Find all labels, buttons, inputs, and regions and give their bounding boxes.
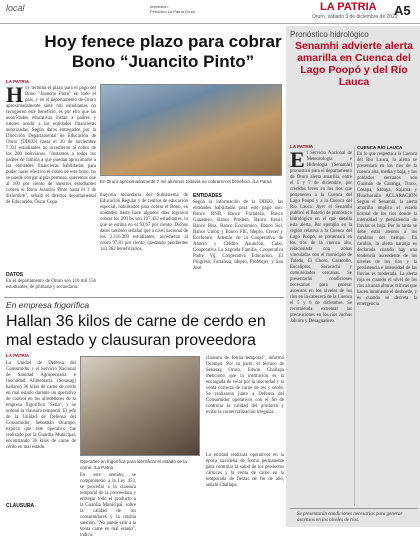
article1-col1	[6, 82, 96, 271]
sidebar-col2: En lo que respecta a la Cuenca del Río Lauca, la alerta se presentará en los ríos de la cuenca alta, media y baja, y los poblados cercanos son Guzmán de Caranga, Turco, Cosapa, Sabaya, Sajama y Huachacalla. ACLARACIÓN Según el Senamhi, la alerta amarilla implica el estado normal de los ríos donde la intensidad y persistencia de lluvias es baja. Por lo tanto se debe estar atentos a los cambios del tiempo. En cambio, la alerta naranja es declarada cuando hay una tendencia ascendente de los niveles de los ríos y la persistencia e intensidad de las lluvias es moderada. La alerta roja es cuando el nivel de los ríos alcanza alturas críticas que hacen inminente el desborde, y es cuando se decreta la emergencia.	[357, 152, 417, 307]
article1-subhead-entidades: ENTIDADES	[193, 193, 222, 199]
section-label: local	[6, 3, 25, 13]
article1-caption-source: /La Patria	[252, 179, 272, 184]
article1-subhead-datos: DATOS	[6, 272, 24, 278]
article2-headline: Hallan 36 kilos de carne de cerdo en mal estado y clausuran proveedora	[6, 313, 266, 349]
print-info-line1: Impresión:	[150, 4, 169, 9]
article2-byline: LA PATRIA	[6, 353, 30, 358]
article1-col1b: En el departamento de Oruro son 110 mil 156 estudiantes, de primaria y secundaria.	[6, 279, 96, 290]
article1-col3: Según la información de la DDEO, las entidades habilitadas para este pago son: Banco BNB, Banco Fortaleza, Banco Ganadero, Banco Prodem, Banco Fassil, Banco Bisa, Banco Económico, Banco Sol, Banco Unión y Banco FIE, Idepro, Crecer y Ecofuturo. Además de la Cooperativa de Ahorro y Crédito Asunción, Cabo, Cooperativa La Sagrada Familia, Cooperativa Padre Vij, Cooperativa Educación, El Progreso, Fortaleza, Idepro, ProMujer, y San José.	[193, 200, 283, 271]
article1-byline: LA PATRIA	[6, 79, 30, 84]
article2-kicker: En empresa frigorífica	[6, 300, 90, 310]
dateline: Oruro, sábado 3 de diciembre de 2022	[312, 14, 398, 20]
sidebar-byline: LA PATRIA	[290, 144, 314, 149]
article1-dropcap: H	[6, 82, 24, 107]
article1-photo-caption	[100, 179, 282, 185]
sidebar-kicker: Pronóstico hidrológico	[290, 30, 369, 39]
sidebar-footer-rule	[290, 508, 418, 509]
article1-col1-text: oy termina el plazo para el pago del Bono "Juancito Pinto" en todo el país, y en el departamento de Oruro aproximadamente siete mil estudiantes no recogieron este beneficio, es por ello que las autoridades educativas instan a padres y tutores acudir a las entidades financieras autorizadas. Según datos entregados por la Dirección Departamental de Educación de Oruro (DDEO) hasta el 30 de noviembre 7.331 estudiantes no accedieron al cobro de los 200 bolivianos. "Instamos a todos los padres de familia a que puedan aproximarse a las entidades financieras habilitadas para poder hacer efectivo el cobro de este bono, no se puede otorgar algún permiso, queremos que al 100 por ciento de nuestros estudiantes cobren el Bono Juancito Pinto hasta el 3 de diciembre", señaló el director departamental de Educación, Óscar Copa.	[6, 86, 96, 205]
header-divider	[0, 23, 420, 24]
article1-col2: mayoría secundaria del Subsistema de Educación Regular y de centros de educación especial, habilitados para cobrar el Bono, en unidades hasta hace algunos días lograron cobrar los 200 bs son 107.432 estudiantes, lo que se estima en el 93,67 por ciento. Dichos datos también señalan que a nivel nacional de los 2.316.369 estudiantes, accedieron al cobro 97,81 por ciento, quedando pendientes 143.362 beneficiarios.	[100, 193, 188, 252]
masthead-logo: LA PATRIA	[320, 1, 377, 13]
sidebar-headline: Senamhi advierte alerta amarilla en Cuenca del Lago Poopó y del Río Lauca	[295, 40, 413, 88]
article2-col4: La entidad realizará operativos en la época navideña de forma permanente para controlar la salud de los productos cárnicos y la venta de carne en la temporada de fiestas de fin de año, señaló Challapa.	[206, 453, 284, 488]
print-info-line2: Periódico La Patria Oruro	[150, 9, 196, 14]
sidebar-footer-note: Se presentarán condiciones necesarias para generar ascensos en los niveles de ríos.	[297, 512, 403, 523]
article1-caption-text: En Oruro aproximadamente 7 mil alumnos todavía no cobraron el beneficio.	[100, 179, 252, 184]
article2-photo	[80, 356, 200, 456]
article1-headline: Hoy fenece plazo para cobrar Bono “Juancito Pinto”	[44, 32, 282, 71]
sidebar-column-divider	[354, 146, 355, 506]
sidebar-col1-text: l Servicio Nacional de Meteorología e Hidrología (Senamhi) pronosticó para el departamento de Oruro alerta amarilla, entre el 5 y 7 de diciembre, por crecidas leves en los ríos que pertenecen a la Cuenca del Lago Poopó y a la Cuenca del Río Lauca. Ayer el Senamhi publicó el Boletín de pronóstico hidrológico en el que detalla esta alerta. Por ejemplo en la región relativa a la Cuenca del Lago Poopó, se presentará en los ríos de la cuenca alta, relacionada con zonas vinculadas con el municipio de Toledo, El Choro, Caracollo, Eucaliptos, Soracachi y comunidades cercanas. Se presentarán condiciones necesarias para generar ascensos en los niveles de los ríos en la cabecera de la Cuenca el 5 y 6 de diciembre. Se recomienda extremar las precauciones en los ríos Juchus Jahuira y Desaguadero.	[290, 151, 352, 324]
article2-col3: clausura de forma temporal", informó Ocampo. Por su parte, el técnico de Senasag Oruro, Edwin Challapa mencionó que la institución es la encargada de velar por la inocuidad y la venta correcta de carne de res y cerdo. Se realizaron junto a Defensa del Consumidor operativos con el fin de controlar la calidad del producto y evitar la comercialización irregular.	[206, 356, 284, 415]
sidebar-col1	[290, 147, 352, 506]
sidebar-subhead-cuenca: CUENCA RÍO LAUCA	[357, 145, 403, 150]
print-info	[150, 4, 195, 14]
article2-subhead-clausura: CLAUSURA	[6, 503, 35, 509]
sidebar-dropcap: E	[290, 147, 305, 172]
page-number: A5	[394, 3, 411, 18]
article2-caption-source: /La Patria	[93, 464, 114, 470]
article2-col2b	[141, 473, 201, 523]
article1-photo	[100, 84, 282, 176]
article2-photo-caption	[80, 459, 200, 470]
section-divider	[4, 297, 284, 298]
article2-col1: La Unidad de Defensa del Consumidor y el Servicio Nacional de Sanidad Agropecuaria e Inocuidad Alimentaria (Senasag) hallaron 36 kilos de carne de cerdo en mal estado durante un operativo de control en los alrededores de la empresa frigorífica "Sella", y se ordenó la clausura temporal. El jefe de la Unidad de Defensa del Consumidor, Sebastián Ocampo, explicó que este operativo fue realizado por la Guardia Municipal, encontrando 36 kilos de carne de cerdo en mal estado.	[6, 361, 76, 450]
article2-caption-text: Operativo en frigorífica para identificar el estado de la carne.	[80, 459, 187, 470]
article2-col2: En este sentido, se comprometió a la Ley 453, se procedió a la clausura temporal de la proveedora y entregar todo el producto a la Guardia Municipal, sobre la calidad de los consumidores y la misma sanción. "No puede salir a la venta carne en mal estado", indicó.	[80, 473, 136, 538]
